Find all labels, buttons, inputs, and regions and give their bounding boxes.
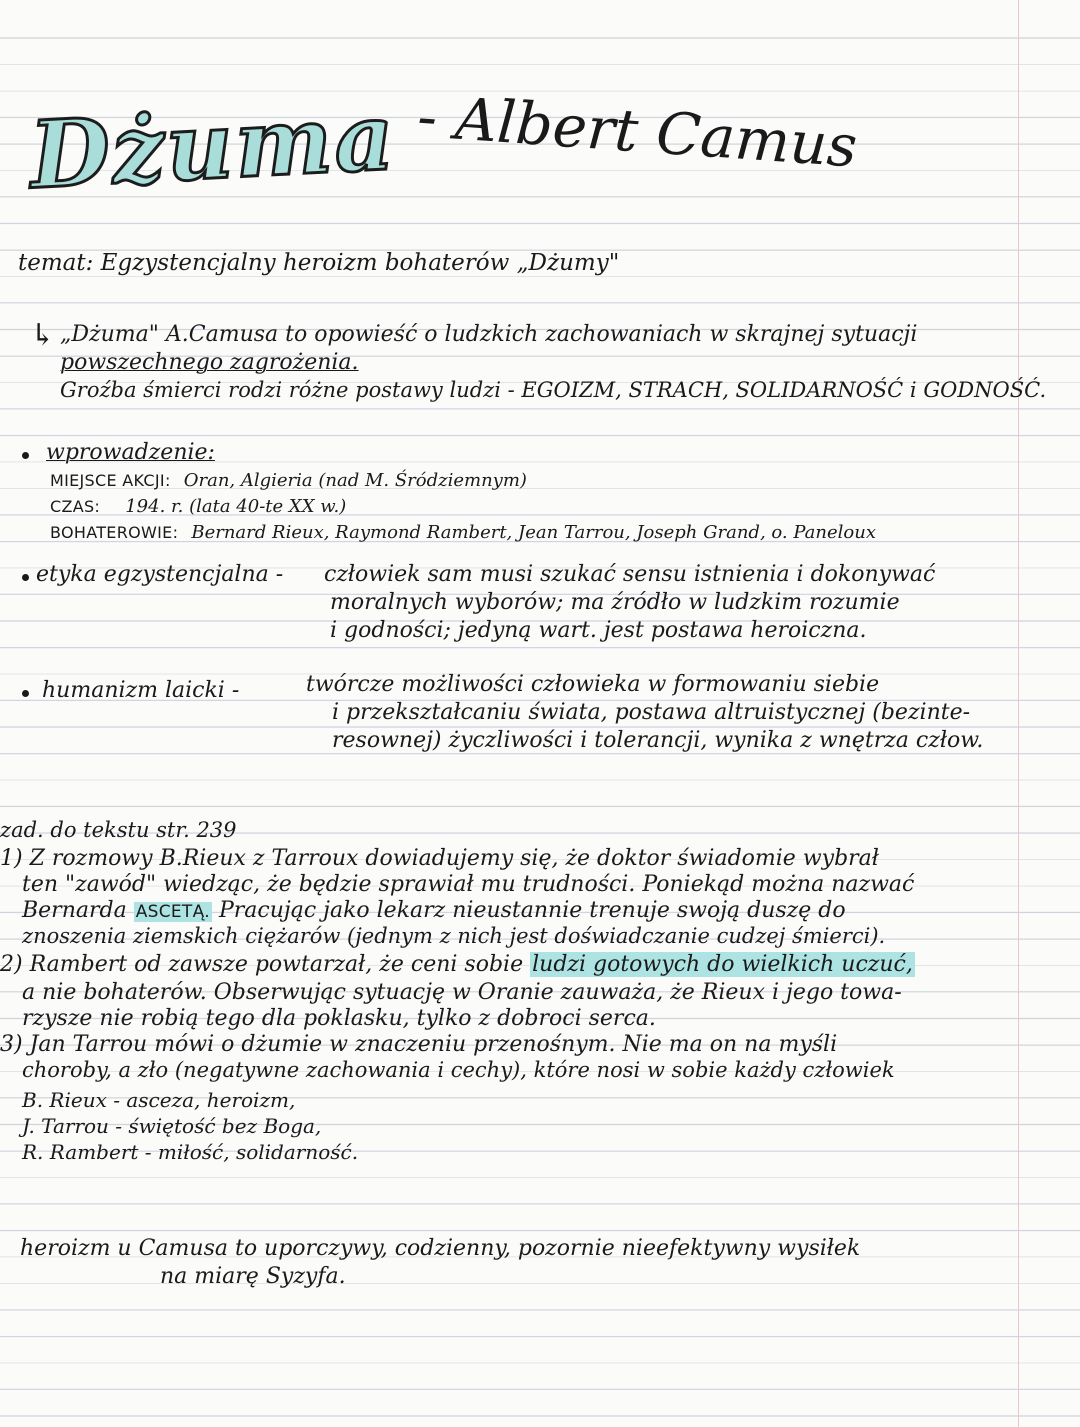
- topic-line: temat: Egzystencjalny heroizm bohaterów „Dżumy": [18, 250, 620, 276]
- humanizm-line-3: resownej) życzliwości i tolerancji, wynika z wnętrza człow.: [332, 728, 984, 753]
- zad-line-9: choroby, a zło (negatywne zachowania i cechy), które nosi w sobie każdy człowiek: [22, 1058, 895, 1082]
- margin-line: [1018, 0, 1019, 1427]
- miejsce-label: MIEJSCE AKCJI:: [50, 471, 171, 490]
- etyka-term: etyka egzystencjalna -: [36, 562, 284, 587]
- summary-tarrou: J. Tarrou - świętość bez Boga,: [22, 1114, 322, 1138]
- zad-line-3-rest: Pracując jako lekarz nieustannie trenuje swoją duszę do: [211, 898, 846, 923]
- zad-line-5-start: 2) Rambert od zawsze powtarzał, że ceni sobie: [0, 952, 531, 977]
- zad-line-5: [0, 952, 915, 977]
- zad-heading: zad. do tekstu str. 239: [0, 818, 237, 842]
- highlight-phrase: ludzi gotowych do wielkich uczuć,: [532, 952, 913, 977]
- czas-value: 194. r. (lata 40-te XX w.): [125, 496, 347, 517]
- intro-line-3: Groźba śmierci rodzi różne postawy ludzi - EGOIZM, STRACH, SOLIDARNOŚĆ i GODNOŚĆ.: [60, 378, 1047, 402]
- bohaterowie-row: [50, 522, 876, 543]
- summary-rambert: R. Rambert - miłość, solidarność.: [22, 1140, 359, 1164]
- bohaterowie-value: Bernard Rieux, Raymond Rambert, Jean Tarrou, Joseph Grand, o. Paneloux: [191, 522, 876, 543]
- intro-line-1: „Dżuma" A.Camusa to opowieść o ludzkich zachowaniach w skrajnej sytuacji: [60, 322, 918, 347]
- humanizm-line-2: i przekształcaniu świata, postawa altruistycznej (bezinte-: [332, 700, 971, 725]
- wprowadzenie-heading: wprowadzenie:: [46, 440, 215, 465]
- zad-line-2: ten "zawód" wiedząc, że będzie sprawiał mu trudności. Poniekąd można nazwać: [22, 872, 915, 897]
- humanizm-term: humanizm laicki -: [42, 678, 240, 703]
- czas-row: [50, 496, 346, 517]
- humanizm-line-1: twórcze możliwości człowieka w formowaniu siebie: [306, 672, 880, 697]
- bullet-icon: [22, 574, 29, 581]
- bullet-icon: [22, 452, 29, 459]
- arrow-icon: ↳: [30, 318, 56, 353]
- author-name: - Albert Camus: [415, 82, 860, 181]
- conclusion-line-2: na miarę Syzyfa.: [160, 1264, 346, 1289]
- zad-line-6: a nie bohaterów. Obserwując sytuację w Oranie zauważa, że Rieux i jego towa-: [22, 980, 902, 1005]
- bullet-icon: [22, 690, 29, 697]
- etyka-line-2: moralnych wyborów; ma źródło w ludzkim rozumie: [330, 590, 900, 615]
- czas-label: CZAS:: [50, 497, 101, 516]
- page-title: Dżuma: [27, 82, 399, 210]
- bohaterowie-label: BOHATEROWIE:: [50, 523, 179, 542]
- miejsce-value: Oran, Algieria (nad M. Śródziemnym): [183, 470, 527, 491]
- intro-line-2: powszechnego zagrożenia.: [60, 350, 359, 375]
- etyka-line-1: człowiek sam musi szukać sensu istnienia i dokonywać: [324, 562, 936, 587]
- miejsce-row: [50, 470, 527, 491]
- zad-line-8: 3) Jan Tarrou mówi o dżumie w znaczeniu przenośnym. Nie ma on na myśli: [0, 1032, 838, 1057]
- conclusion-line-1: heroizm u Camusa to uporczywy, codzienny, pozornie nieefektywny wysiłek: [20, 1236, 861, 1261]
- zad-line-4: znoszenia ziemskich ciężarów (jednym z nich jest doświadczanie cudzej śmierci).: [22, 924, 886, 948]
- summary-rieux: B. Rieux - asceza, heroizm,: [22, 1088, 296, 1112]
- zad-line-3: [22, 898, 846, 923]
- zad-line-7: rzysze nie robią tego dla poklasku, tylko z dobroci serca.: [22, 1006, 656, 1031]
- zad-line-3-start: Bernarda: [22, 898, 134, 923]
- etyka-line-3: i godności; jedyną wart. jest postawa heroiczna.: [330, 618, 867, 643]
- zad-line-1: 1) Z rozmowy B.Rieux z Tarroux dowiadujemy się, że doktor świadomie wybrał: [0, 846, 879, 871]
- asceta-highlight: ASCETĄ.: [135, 902, 210, 922]
